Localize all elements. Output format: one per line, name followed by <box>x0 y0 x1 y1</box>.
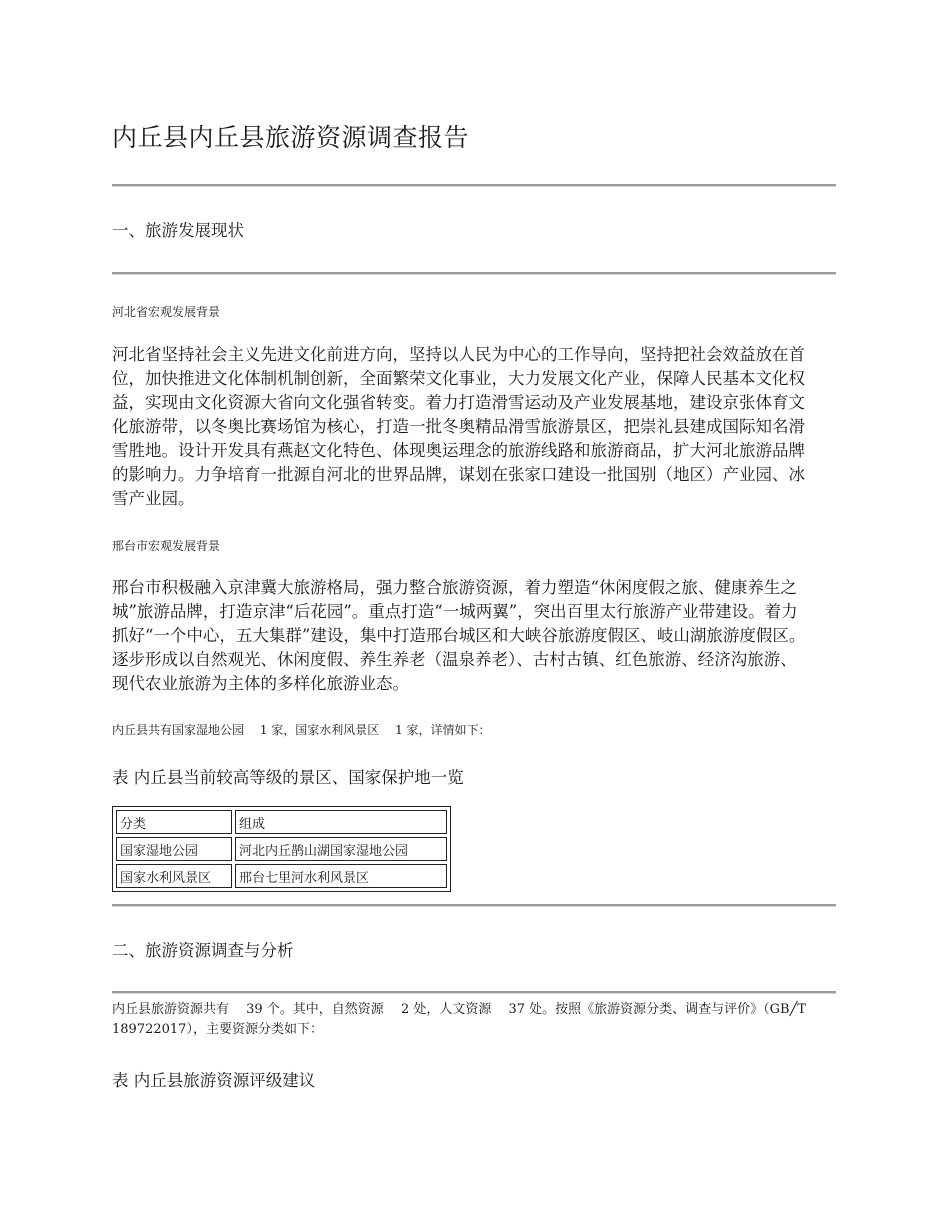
document-title: 内丘县内丘县旅游资源调查报告 <box>112 123 470 152</box>
table-row <box>116 864 447 888</box>
divider <box>112 904 836 907</box>
table-header-cell: 组成 <box>235 810 447 834</box>
table-cell: 国家湿地公园 <box>116 837 232 861</box>
table-cell: 国家水利风景区 <box>116 864 232 888</box>
paragraph-xingtai: 邢台市积极融入京津冀大旅游格局，强力整合旅游资源，着力塑造“休闲度假之旅、健康养生之城”旅游品牌，打造京津“后花园”。重点打造“一城两翼”，突出百里太行旅游产业带建设。着力抓好“一个中心，五大集群”建设，集中打造邢台城区和大峡谷旅游度假区、岐山湖旅游度假区。逐步形成以自然观光、休闲度假、养生养老（温泉养老）、古村古镇、红色旅游、经济沟旅游、现代农业旅游为主体的多样化旅游业态。 <box>112 578 806 693</box>
divider <box>112 991 836 994</box>
divider <box>112 272 836 275</box>
table-row <box>116 837 447 861</box>
table-header-row <box>116 810 447 834</box>
table-caption-1: 表 内丘县当前较高等级的景区、国家保护地一览 <box>112 768 464 787</box>
table-cell: 河北内丘鹊山湖国家湿地公园 <box>235 837 447 861</box>
scenic-area-table <box>112 806 451 892</box>
table-header-cell: 分类 <box>116 810 232 834</box>
subheading-hebei: 河北省宏观发展背景 <box>112 305 221 319</box>
divider <box>112 184 836 187</box>
paragraph-resource-summary: 内丘县旅游资源共有 39 个。其中，自然资源 2 处，人文资源 37 处。按照《旅游资源分类、调查与评价》（GB╱T 189722017），主要资源分类如下： <box>112 1002 807 1037</box>
subheading-xingtai: 邢台市宏观发展背景 <box>112 539 221 553</box>
table-caption-2: 表 内丘县旅游资源评级建议 <box>112 1071 316 1090</box>
paragraph-hebei: 河北省坚持社会主义先进文化前进方向，坚持以人民为中心的工作导向，坚持把社会效益放在首位，加快推进文化体制机制创新，全面繁荣文化事业，大力发展文化产业，保障人民基本文化权益，实现由文化资源大省向文化强省转变。着力打造滑雪运动及产业发展基地，建设京张体育文化旅游带，以冬奥比赛场馆为核心，打造一批冬奥精品滑雪旅游景区，把崇礼县建成国际知名滑雪胜地。设计开发具有燕赵文化特色、体现奥运理念的旅游线路和旅游商品，扩大河北旅游品牌的影响力。力争培育一批源自河北的世界品牌，谋划在张家口建设一批国别（地区）产业园、冰雪产业园。 <box>112 345 805 508</box>
section-heading-2: 二、旅游资源调查与分析 <box>112 941 294 960</box>
table-cell: 邢台七里河水利风景区 <box>235 864 447 888</box>
neiqiu-summary: 内丘县共有国家湿地公园 1 家，国家水利风景区 1 家，详情如下： <box>112 723 491 737</box>
section-heading-1: 一、旅游发展现状 <box>112 221 244 240</box>
